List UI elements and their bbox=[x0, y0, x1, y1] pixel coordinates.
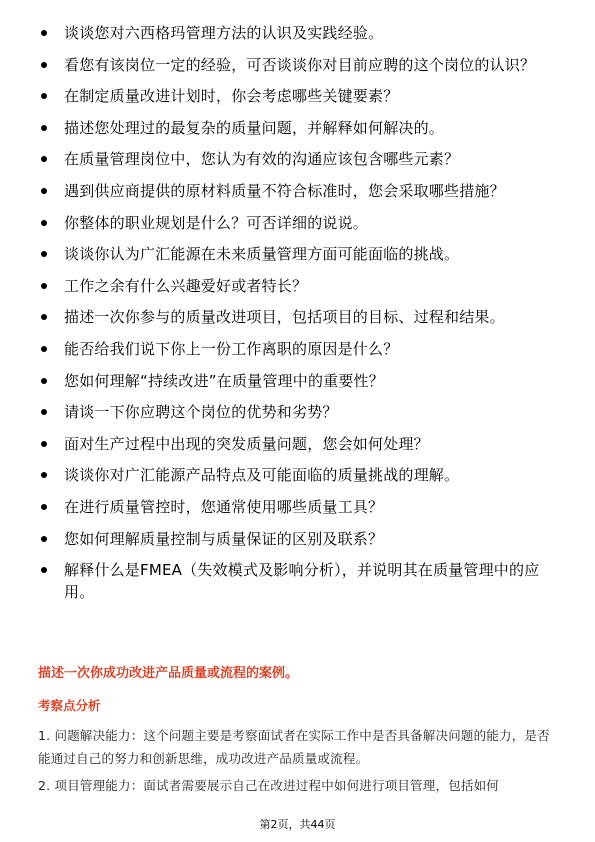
bullet-icon bbox=[41, 62, 47, 68]
list-item bbox=[38, 54, 560, 76]
list-item bbox=[38, 370, 560, 392]
bullet-icon bbox=[41, 156, 47, 162]
bullet-icon bbox=[41, 220, 47, 226]
list-item bbox=[38, 180, 560, 202]
list-item bbox=[38, 433, 560, 455]
list-item bbox=[38, 22, 560, 44]
bullet-icon bbox=[41, 314, 47, 320]
question-text: 您如何理解质量控制与质量保证的区别及联系？ bbox=[64, 529, 384, 548]
list-item bbox=[38, 275, 560, 297]
bullet-icon bbox=[41, 567, 47, 573]
list-item bbox=[38, 243, 560, 265]
question-text: 你整体的职业规划是什么？可否详细的说说。 bbox=[64, 213, 369, 232]
question-text: 请谈一下你应聘这个岗位的优势和劣势？ bbox=[64, 403, 338, 422]
page-number: 第2页，共44页 bbox=[259, 818, 336, 831]
analysis-point: 2. 项目管理能力：面试者需要展示自己在改进过程中如何进行项目管理，包括如何 bbox=[38, 778, 500, 793]
bullet-icon bbox=[41, 346, 47, 352]
question-text: 面对生产过程中出现的突发质量问题，您会如何处理？ bbox=[64, 434, 429, 453]
question-text: 描述一次你参与的质量改进项目，包括项目的目标、过程和结果。 bbox=[64, 308, 505, 327]
section-subtitle: 考察点分析 bbox=[38, 698, 101, 713]
section-title: 描述一次你成功改进产品质量或流程的案例。 bbox=[38, 666, 299, 681]
question-text: 在进行质量管控时，您通常使用哪些质量工具？ bbox=[64, 497, 384, 516]
analysis-point: 1. 问题解决能力：这个问题主要是考察面试者在实际工作中是否具备解决问题的能力，是否能通过自己的努力和创新思维，成功改进产品质量或流程。 bbox=[38, 728, 550, 766]
question-text: 您如何理解“持续改进”在质量管理中的重要性？ bbox=[64, 371, 384, 390]
question-text: 看您有该岗位一定的经验，可否谈谈你对目前应聘的这个岗位的认识？ bbox=[64, 55, 536, 74]
list-item bbox=[38, 464, 560, 486]
list-item bbox=[38, 528, 560, 550]
bullet-icon bbox=[41, 251, 47, 257]
question-text: 谈谈您对六西格玛管理方法的认识及实践经验。 bbox=[64, 24, 384, 42]
list-item bbox=[38, 401, 560, 423]
list-item bbox=[38, 306, 560, 328]
list-item bbox=[38, 148, 560, 170]
bullet-icon bbox=[41, 125, 47, 131]
question-list bbox=[38, 22, 560, 613]
bullet-icon bbox=[41, 441, 47, 447]
question-text: 能否给我们说下你上一份工作离职的原因是什么？ bbox=[64, 339, 399, 358]
list-item bbox=[38, 85, 560, 107]
question-text: 谈谈你认为广汇能源在未来质量管理方面可能面临的挑战。 bbox=[64, 245, 460, 264]
bullet-icon bbox=[41, 536, 47, 542]
question-text: 遇到供应商提供的原材料质量不符合标准时，您会采取哪些措施？ bbox=[64, 181, 505, 200]
bullet-icon bbox=[41, 188, 47, 194]
bullet-icon bbox=[41, 378, 47, 384]
list-item bbox=[38, 559, 560, 603]
question-text: 描述您处理过的最复杂的质量问题，并解释如何解决的。 bbox=[64, 118, 445, 137]
list-item bbox=[38, 338, 560, 360]
question-text: 工作之余有什么兴趣爱好或者特长？ bbox=[64, 276, 308, 295]
question-text: 在质量管理岗位中，您认为有效的沟通应该包含哪些元素？ bbox=[64, 150, 460, 169]
list-item bbox=[38, 496, 560, 518]
bullet-icon bbox=[41, 283, 47, 289]
bullet-icon bbox=[41, 472, 47, 478]
bullet-icon bbox=[41, 93, 47, 99]
bullet-icon bbox=[41, 409, 47, 415]
bullet-icon bbox=[41, 504, 47, 510]
bullet-icon bbox=[41, 30, 47, 36]
analysis-points bbox=[38, 724, 560, 801]
question-text: 谈谈你对广汇能源产品特点及可能面临的质量挑战的理解。 bbox=[64, 466, 460, 485]
question-text: 解释什么是FMEA（失效模式及影响分析），并说明其在质量管理中的应用。 bbox=[64, 561, 540, 602]
list-item bbox=[38, 117, 560, 139]
list-item bbox=[38, 212, 560, 234]
question-text: 在制定质量改进计划时，你会考虑哪些关键要素？ bbox=[64, 87, 399, 106]
